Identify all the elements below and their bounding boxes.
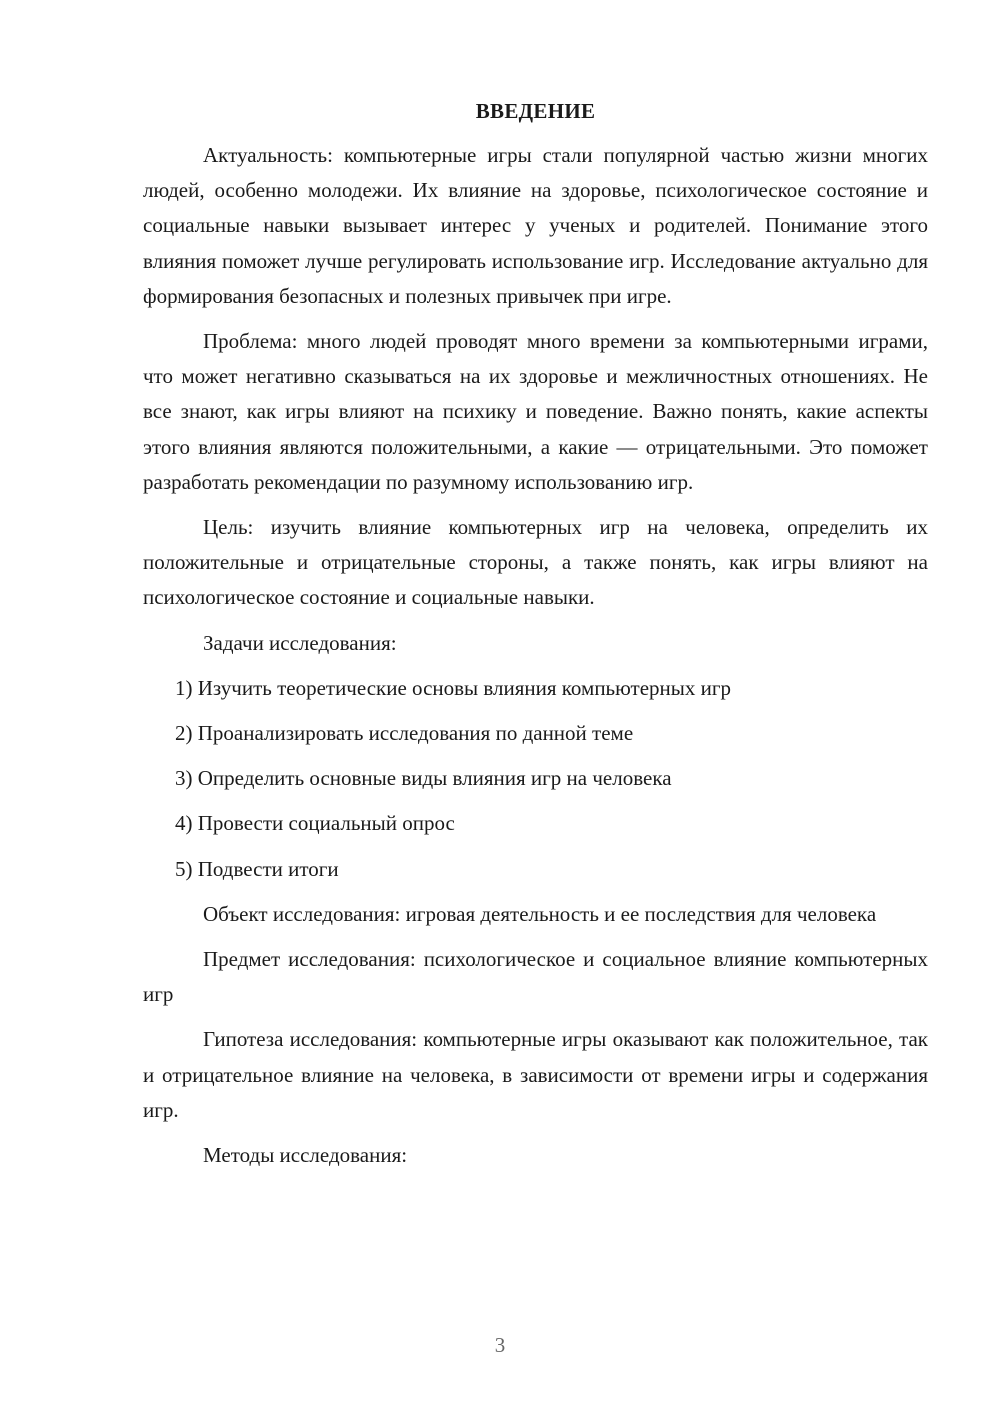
list-item: 5) Подвести итоги <box>175 856 339 881</box>
list-item: 3) Определить основные виды влияния игр на человека <box>175 766 672 791</box>
list-item: 2) Проанализировать исследования по данной теме <box>175 721 634 746</box>
list-item: 4) Провести социальный опрос <box>175 811 455 836</box>
list-item: 1) Изучить теоретические основы влияния компьютерных игр <box>175 675 731 700</box>
section-title: ВВЕДЕНИЕ <box>475 99 596 123</box>
tasks-heading: Задачи исследования: <box>203 630 397 655</box>
document-page <box>143 96 928 1183</box>
relevance-paragraph: Актуальность: компьютерные игры стали популярной частью жизни многих людей, особенно молодежи. Их влияние на здоровье, психологическое состояние и социальные навыки вызывает интерес у ученых и родителей. Понимание этого влияния поможет лучше регулировать использование игр. Исследование актуально для формирования безопасных и полезных привычек при игре. <box>143 143 928 308</box>
tasks-list <box>143 671 928 887</box>
methods-heading: Методы исследования: <box>203 1143 408 1168</box>
page-number: 3 <box>494 1333 506 1357</box>
problem-paragraph: Проблема: много людей проводят много времени за компьютерными играми, что может негативно сказываться на их здоровье и межличностных отношениях. Не все знают, как игры влияют на психику и поведение. Важно понять, какие аспекты этого влияния являются положительными, а какие — отрицательными. Это поможет разработать рекомендации по разумному использованию игр. <box>143 329 928 494</box>
subject-paragraph: Предмет исследования: психологическое и социальное влияние компьютерных игр <box>143 947 928 1007</box>
goal-paragraph: Цель: изучить влияние компьютерных игр на человека, определить их положительные и отрицательные стороны, а также понять, как игры влияют на психологическое состояние и социальные навыки. <box>143 515 928 610</box>
hypothesis-paragraph: Гипотеза исследования: компьютерные игры оказывают как положительное, так и отрицательное влияние на человека, в зависимости от времени игры и содержания игр. <box>143 1027 928 1122</box>
object-paragraph: Объект исследования: игровая деятельность и ее последствия для человека <box>203 901 877 926</box>
